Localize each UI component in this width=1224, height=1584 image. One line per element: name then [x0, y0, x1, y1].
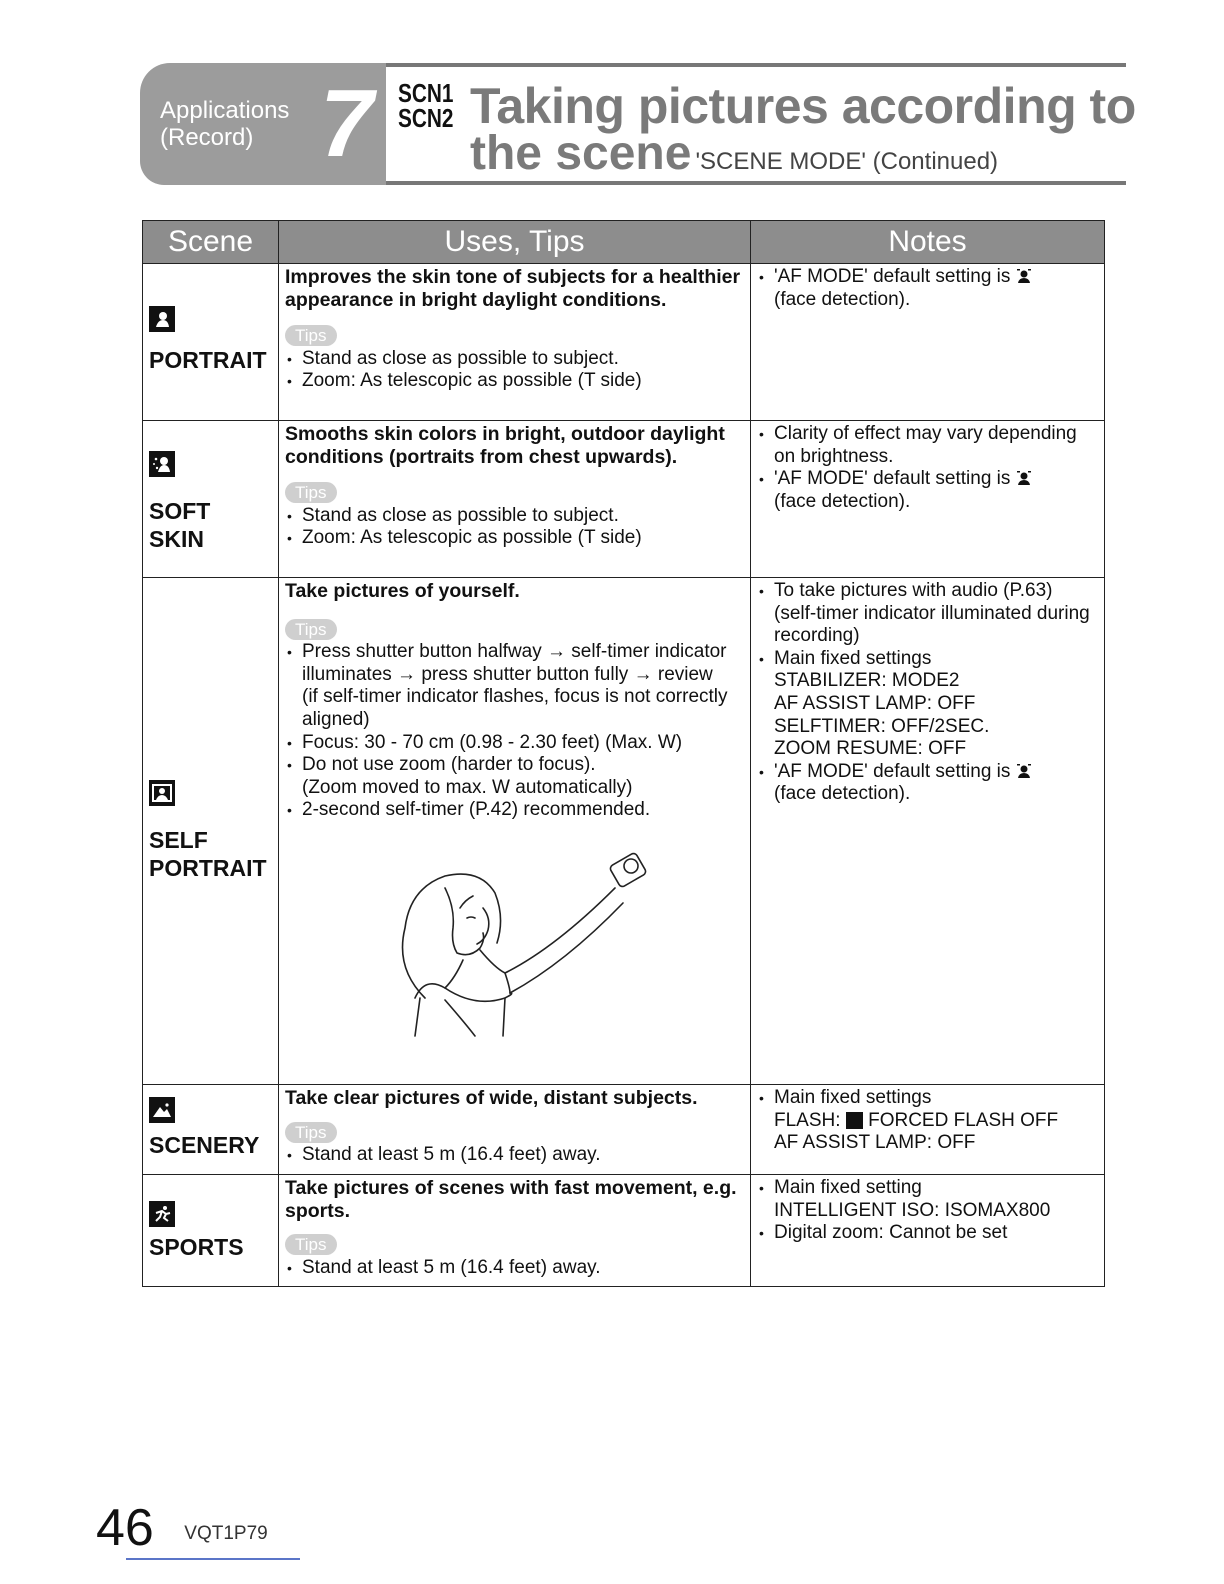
- note-item: [774, 1177, 1098, 1222]
- note-text: 'AF MODE' default setting is: [774, 266, 1011, 287]
- tips-label: Tips: [285, 325, 337, 346]
- scene-description: Improves the skin tone of subjects for a healthier appearance in bright daylight conditions.: [285, 266, 741, 311]
- self-portrait-illustration: [385, 848, 665, 1038]
- uses-cell: [279, 1175, 751, 1287]
- tips-label: Tips: [285, 1122, 337, 1143]
- note-text: Main fixed settings: [774, 1087, 932, 1108]
- header-scene: Scene: [143, 221, 279, 264]
- scene-code-2: SCN2: [398, 103, 454, 133]
- chapter-header: [140, 63, 1136, 187]
- tips-list: [285, 348, 744, 393]
- table-row: [143, 1085, 1105, 1175]
- flash-value: FORCED FLASH OFF: [868, 1109, 1059, 1131]
- tip-item: • 2-second self-timer (P.42) recommended.: [302, 799, 744, 822]
- scenery-icon: [149, 1097, 175, 1123]
- header-notes: Notes: [751, 221, 1105, 264]
- page-title-line1: Taking pictures according to: [470, 78, 1136, 134]
- tip-text: Do not use zoom (harder to focus).: [302, 754, 596, 776]
- tip-item: [302, 641, 744, 731]
- page-number: 46: [96, 1499, 154, 1557]
- soft-skin-icon: [149, 451, 175, 477]
- sports-icon: [149, 1201, 175, 1227]
- table-header-row: [143, 221, 1105, 264]
- note-text: 'AF MODE' default setting is: [774, 468, 1011, 490]
- header-rule-top: [386, 63, 1126, 67]
- tips-list: [285, 1144, 744, 1167]
- flash-label: FLASH:: [774, 1109, 841, 1131]
- scene-code-1: SCN1: [398, 78, 454, 108]
- note-item: [774, 266, 1098, 311]
- note-item: [774, 761, 1098, 806]
- face-detection-icon: [1016, 268, 1032, 284]
- tip-item: • Stand as close as possible to subject.: [302, 505, 744, 528]
- note-item: • To take pictures with audio (P.63) (self-timer indicator illuminated during recording): [774, 580, 1098, 648]
- scene-name: PORTRAIT: [149, 347, 267, 373]
- page-footer: [96, 1500, 268, 1556]
- note-item: • Clarity of effect may vary depending on brightness.: [774, 423, 1098, 468]
- note-text: (face detection).: [774, 783, 911, 805]
- scene-codes: [398, 78, 454, 133]
- scene-cell: [143, 1175, 279, 1287]
- table-row: [143, 421, 1105, 578]
- uses-cell: [279, 264, 751, 421]
- face-detection-icon: [1016, 763, 1032, 779]
- note-text: (face detection).: [774, 490, 911, 512]
- table-row: [143, 578, 1105, 1085]
- scene-cell: [143, 264, 279, 421]
- flash-off-icon: [846, 1112, 863, 1129]
- section-label: Applications (Record): [160, 97, 290, 151]
- footer-line: [126, 1558, 300, 1560]
- notes-cell: [751, 578, 1105, 1085]
- note-item: [774, 468, 1098, 513]
- fixed-setting: INTELLIGENT ISO: ISOMAX800: [774, 1199, 1051, 1221]
- tip-item: [302, 754, 744, 799]
- notes-cell: [751, 1175, 1105, 1287]
- note-item: • Digital zoom: Cannot be set: [774, 1222, 1098, 1245]
- fixed-setting: AF ASSIST LAMP: OFF: [774, 1132, 976, 1154]
- note-text: Main fixed setting: [774, 1177, 922, 1198]
- table-row: [143, 1175, 1105, 1287]
- tip-item: • Focus: 30 - 70 cm (0.98 - 2.30 feet) (Max. W): [302, 732, 744, 755]
- scene-description: Take clear pictures of wide, distant subjects.: [285, 1087, 698, 1109]
- tips-label: Tips: [285, 482, 337, 503]
- tips-list: [285, 641, 744, 822]
- tip-text: (Zoom moved to max. W automatically): [302, 776, 633, 798]
- tip-item: • Stand as close as possible to subject.: [302, 348, 744, 371]
- notes-list: [757, 580, 1098, 806]
- tips-list: [285, 1257, 744, 1280]
- tip-item: • Zoom: As telescopic as possible (T side): [302, 370, 744, 393]
- chapter-number: 7: [320, 70, 374, 177]
- scene-table: [142, 220, 1105, 1287]
- note-text: 'AF MODE' default setting is: [774, 760, 1011, 782]
- scene-description: Take pictures of scenes with fast movement, e.g. sports.: [285, 1177, 737, 1222]
- scene-name: SELF PORTRAIT: [149, 827, 267, 881]
- table-row: [143, 264, 1105, 421]
- tip-item: • Stand at least 5 m (16.4 feet) away.: [302, 1144, 744, 1167]
- page-title-suffix: 'SCENE MODE' (Continued): [695, 148, 999, 175]
- portrait-icon: [149, 306, 175, 332]
- self-portrait-icon: [149, 780, 175, 806]
- notes-list: [757, 1177, 1098, 1245]
- scene-description: Smooths skin colors in bright, outdoor daylight conditions (portraits from chest upwards).: [285, 423, 725, 468]
- fixed-setting: AF ASSIST LAMP: OFF: [774, 692, 976, 714]
- note-text: Main fixed settings: [774, 647, 932, 669]
- notes-list: [757, 266, 1098, 311]
- scene-name: SPORTS: [149, 1234, 244, 1260]
- scene-name: SOFT SKIN: [149, 498, 211, 552]
- tips-label: Tips: [285, 619, 337, 640]
- uses-cell: [279, 578, 751, 1085]
- notes-cell: [751, 264, 1105, 421]
- note-item: [774, 1087, 1098, 1155]
- scene-cell: [143, 421, 279, 578]
- scene-description: Take pictures of yourself.: [285, 580, 520, 602]
- notes-list: [757, 1087, 1098, 1155]
- tip-text: (if self-timer indicator flashes, focus is not correctly aligned): [302, 686, 728, 730]
- document-code: VQT1P79: [184, 1523, 268, 1544]
- scene-cell: [143, 578, 279, 1085]
- notes-cell: [751, 421, 1105, 578]
- fixed-setting: SELFTIMER: OFF/2SEC.: [774, 715, 990, 737]
- tip-item: • Zoom: As telescopic as possible (T side): [302, 527, 744, 550]
- tips-list: [285, 505, 744, 550]
- page-title-line2: [470, 129, 998, 190]
- note-text: (face detection).: [774, 288, 911, 310]
- face-detection-icon: [1016, 470, 1032, 486]
- page-title-scene: the scene: [470, 127, 692, 180]
- note-item: [774, 648, 1098, 761]
- tip-item: • Stand at least 5 m (16.4 feet) away.: [302, 1257, 744, 1280]
- scene-cell: [143, 1085, 279, 1175]
- tips-label: Tips: [285, 1234, 337, 1255]
- uses-cell: [279, 1085, 751, 1175]
- fixed-setting: STABILIZER: MODE2: [774, 670, 960, 692]
- notes-cell: [751, 1085, 1105, 1175]
- tip-text: Press shutter button halfway → self-timer indicator illuminates → press shutter button fully → review: [302, 641, 727, 685]
- fixed-setting: [774, 1110, 1098, 1133]
- notes-list: [757, 423, 1098, 513]
- scene-name: SCENERY: [149, 1132, 260, 1158]
- uses-cell: [279, 421, 751, 578]
- header-uses-tips: Uses, Tips: [279, 221, 751, 264]
- fixed-setting: ZOOM RESUME: OFF: [774, 738, 967, 760]
